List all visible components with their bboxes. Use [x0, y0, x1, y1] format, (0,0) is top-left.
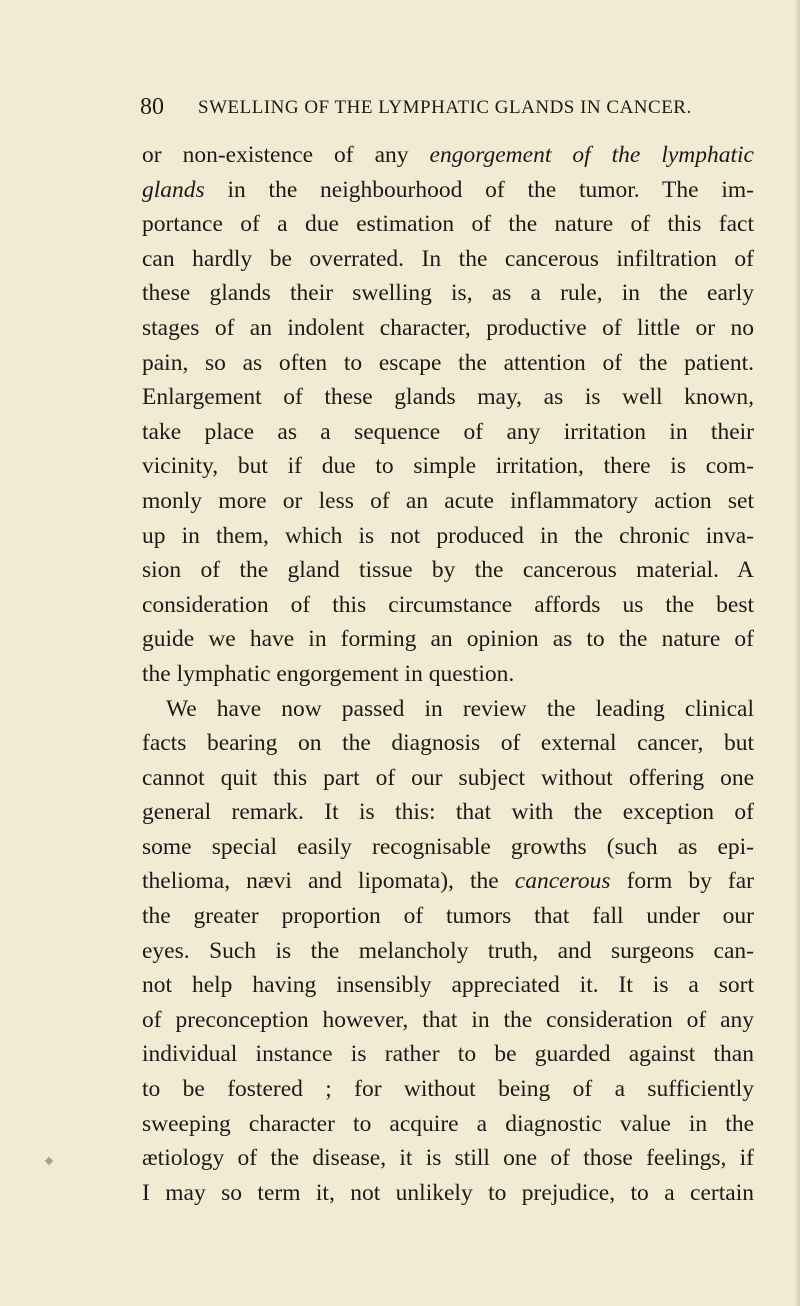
text-line: take place as a sequence of any irritation in their: [142, 418, 754, 445]
text-line: can hardly be overrated. In the cancerous infiltration of: [142, 245, 754, 272]
text-line: vicinity, but if due to simple irritation, there is com-: [142, 453, 754, 480]
text-line: up in them, which is not produced in the chronic inva-: [142, 522, 754, 549]
running-header: [140, 91, 760, 123]
text-line: stages of an indolent character, productive of little or no: [142, 314, 754, 341]
scan-mark: [45, 1157, 53, 1165]
text-line: the greater proportion of tumors that fall under our: [142, 903, 754, 930]
body-text: [142, 138, 754, 1210]
text-line: sweeping character to acquire a diagnostic value in the: [142, 1110, 754, 1137]
page-number: 80: [140, 94, 164, 120]
paragraph-start-line: We have now passed in review the leading clinical: [166, 695, 754, 722]
text-line: eyes. Such is the melancholy truth, and surgeons can-: [142, 937, 754, 964]
italic-phrase: engorgement of the lymphatic: [429, 142, 754, 168]
text-line: not help having insensibly appreciated it. It is a sort: [142, 972, 754, 999]
text-line: sion of the gland tissue by the cancerous material. A: [142, 557, 754, 584]
text-line: facts bearing on the diagnosis of external cancer, but: [142, 730, 754, 757]
text-line: or non-existence of any engorgement of the lymphatic: [142, 142, 754, 168]
italic-phrase: glands: [142, 176, 205, 203]
text-line: to be fostered ; for without being of a sufficiently: [142, 1076, 754, 1103]
text-line: consideration of this circumstance affords us the best: [142, 591, 754, 618]
text-line: these glands their swelling is, as a rule, in the early: [142, 280, 754, 307]
italic-phrase: cancerous: [514, 868, 611, 895]
text-line: glands in the neighbourhood of the tumor. The im-: [142, 176, 754, 203]
text-line: I may so term it, not unlikely to prejudice, to a certain: [142, 1179, 754, 1206]
text-line: of preconception however, that in the consideration of any: [142, 1006, 754, 1033]
text-line: some special easily recognisable growths (such as epi-: [142, 833, 754, 860]
paragraph-end-line: the lymphatic engorgement in question.: [142, 660, 515, 687]
text-line: thelioma, nævi and lipomata), the cancerous form by far: [142, 868, 755, 895]
running-title: SWELLING OF THE LYMPHATIC GLANDS IN CANCER.: [198, 97, 692, 118]
text-line: cannot quit this part of our subject without offering one: [142, 764, 754, 791]
text-line: general remark. It is this: that with the exception of: [142, 799, 754, 826]
text-line: monly more or less of an acute inflammatory action set: [142, 487, 754, 514]
text-line: individual instance is rather to be guarded against than: [142, 1041, 754, 1068]
text-line: pain, so as often to escape the attention of the patient.: [142, 349, 754, 376]
page-edge-shadow: [794, 0, 800, 1306]
text-line: ætiology of the disease, it is still one of those feelings, if: [142, 1145, 754, 1172]
text-line: Enlargement of these glands may, as is well known,: [142, 384, 754, 411]
text-line: portance of a due estimation of the nature of this fact: [142, 211, 754, 238]
text-line: guide we have in forming an opinion as to the nature of: [142, 626, 754, 653]
